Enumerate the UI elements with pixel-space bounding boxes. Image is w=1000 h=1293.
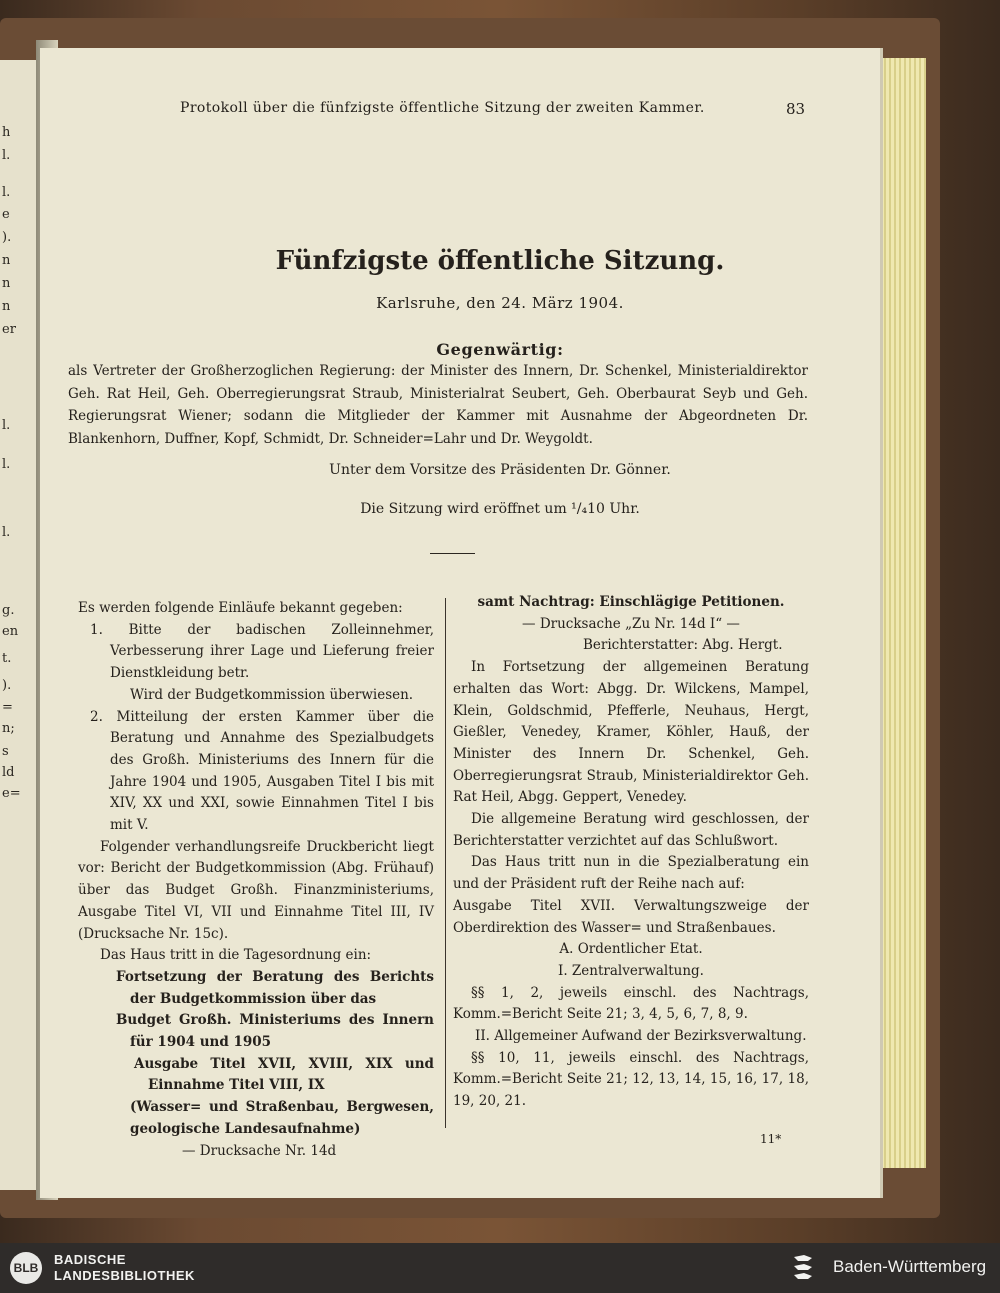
title-17: Ausgabe Titel XVII. Verwaltungszweige der Oberdirektion des Wasser= und Straßenbaues.	[453, 897, 809, 936]
debate-text: In Fortsetzung der allgemeinen Beratung erhalten das Wort: Abgg. Dr. Wilckens, Mampel, Klein, Goldschmid, Pfefferle, Neuhaus, Hergt, Gießler, Venedey, Kramer, Köhler, Hauß, der Minister des Innern Dr. Schenkel, Geh. Oberregierungsrat Straub, Ministerialdirektor Geh. Rat Heil, Abgg. Geppert, Venedey.	[453, 659, 809, 806]
left-page-fragment: ).	[2, 230, 12, 245]
page-edges	[876, 58, 926, 1168]
left-column	[78, 598, 434, 1162]
agenda-bold-4: (Wasser= und Straßenbau, Bergwesen, geologische Landesaufnahme)	[130, 1099, 434, 1137]
blb-name[interactable]	[54, 1252, 195, 1284]
left-page-fragment: t.	[2, 651, 12, 666]
section-rule	[430, 553, 475, 554]
item-2: 2. Mitteilung der ersten Kammer über die Beratung und Annahme des Spezialbudgets des Großh. Ministeriums des Innern für die Jahre 1904 und 1905, Ausgaben Titel I bis mit XIV, XX und XXI, sowie Einnahmen Titel I bis mit V.	[90, 708, 434, 834]
present-text: als Vertreter der Großherzoglichen Regierung: der Minister des Innern, Dr. Schenkel, Ministerialdirektor Geh. Rat Heil, Geh. Oberregierungsrat Straub, Ministerialrat Seubert, Geh. Oberbaurat Seyb und Geh. Regierungsrat Wiener; sodann die Mitglieder der Kammer mit Ausnahme der Abgeordneten Dr. Blankenhorn, Duffner, Kopf, Schmidt, Dr. Schneider=Lahr und Dr. Weygoldt.	[68, 363, 808, 447]
blb-line-2: LANDESBIBLIOTHEK	[54, 1268, 195, 1283]
present-heading: Gegenwärtig:	[436, 340, 564, 359]
agenda-text: Das Haus tritt in die Tagesordnung ein:	[100, 947, 372, 964]
paragraphs-1: §§ 1, 2, jeweils einschl. des Nachtrags, Komm.=Bericht Seite 21; 3, 4, 5, 6, 7, 8, 9.	[453, 984, 809, 1023]
closed-text: Die allgemeine Beratung wird geschlossen, der Berichterstatter verzichtet auf das Schlußwort.	[453, 811, 809, 849]
left-page-fragment: g.	[2, 603, 15, 618]
print-reference-2: — Drucksache „Zu Nr. 14d I“ —	[522, 615, 740, 632]
left-page-fragment: e	[2, 207, 10, 222]
left-page-fragment: s	[2, 744, 9, 759]
bold-continuation: samt Nachtrag: Einschlägige Petitionen.	[477, 594, 785, 610]
paragraphs-2: §§ 10, 11, jeweils einschl. des Nachtrags, Komm.=Bericht Seite 21; 12, 13, 14, 15, 16, 17, 18, 19, 20, 21.	[453, 1049, 809, 1110]
blb-logo[interactable]: BLB	[10, 1252, 42, 1284]
left-page-fragment: n;	[2, 721, 15, 736]
left-page-fragment: en	[2, 624, 19, 639]
central-heading: I. Zentralverwaltung.	[558, 962, 704, 979]
left-page-fragment: ).	[2, 678, 12, 693]
left-page-fragment: l.	[2, 418, 11, 433]
right-column	[453, 592, 809, 1113]
left-page-fragment: n	[2, 299, 11, 314]
bw-lions-icon	[790, 1251, 820, 1285]
agenda-bold-2: Budget Großh. Ministeriums des Innern für 1904 und 1905	[116, 1012, 434, 1051]
left-page-fragment: n	[2, 253, 11, 268]
dateline: Karlsruhe, den 24. März 1904.	[376, 294, 624, 312]
blb-line-1: BADISCHE	[54, 1252, 126, 1267]
left-page-fragment: l.	[2, 185, 11, 200]
intro-text: Es werden folgende Einläufe bekannt gegeben:	[78, 600, 403, 616]
report-text: Folgender verhandlungsreife Druckbericht liegt vor: Bericht der Budgetkommission (Abg. Frühauf) über das Budget Großh. Finanzministeriums, Ausgabe Titel VI, VII und Einnahme Titel III, IV (Drucksache Nr. 15c).	[78, 838, 434, 942]
left-page-fragment: l.	[2, 457, 11, 472]
running-head: Protokoll über die fünfzigste öffentliche Sitzung der zweiten Kammer.	[180, 100, 705, 116]
etat-heading: A. Ordentlicher Etat.	[559, 941, 703, 958]
general-heading: II. Allgemeiner Aufwand der Bezirksverwaltung.	[475, 1028, 807, 1045]
bw-label[interactable]: Baden-Württemberg	[833, 1257, 987, 1276]
item-1-note: Wird der Budgetkommission überwiesen.	[130, 686, 414, 703]
special-text: Das Haus tritt nun in die Spezialberatung ein und der Präsident ruft der Reihe nach auf:	[453, 854, 809, 893]
footer-bar	[0, 1243, 1000, 1293]
agenda-bold-3: Ausgabe Titel XVII, XVIII, XIX und Einnahme Titel VIII, IX	[134, 1055, 434, 1094]
left-page-fragment: e=	[2, 786, 21, 801]
signature-mark: 11*	[760, 1132, 782, 1146]
left-page-fragment: ld	[2, 765, 15, 780]
opened-line: Die Sitzung wird eröffnet um ¹/₄10 Uhr.	[360, 501, 640, 517]
chair-line: Unter dem Vorsitze des Präsidenten Dr. Gönner.	[329, 462, 671, 478]
left-page-fragment: l.	[2, 525, 11, 540]
page-number: 83	[786, 100, 806, 118]
left-page-fragment: =	[2, 700, 13, 715]
left-page-fragment: l.	[2, 148, 11, 163]
rapporteur: Berichterstatter: Abg. Hergt.	[583, 637, 783, 654]
left-page-edge	[0, 60, 38, 1190]
left-page-fragment: er	[2, 322, 16, 337]
column-divider	[445, 598, 446, 1128]
left-page-fragment: h	[2, 125, 11, 140]
left-page-fragment: n	[2, 276, 11, 291]
item-1: 1. Bitte der badischen Zolleinnehmer, Verbesserung ihrer Lage und Lieferung freier Dienstkleidung betr.	[90, 621, 434, 682]
print-reference: — Drucksache Nr. 14d	[182, 1142, 337, 1159]
session-title: Fünfzigste öffentliche Sitzung.	[275, 246, 725, 276]
agenda-bold-1: Fortsetzung der Beratung des Berichts der Budgetkommission über das	[116, 968, 434, 1007]
